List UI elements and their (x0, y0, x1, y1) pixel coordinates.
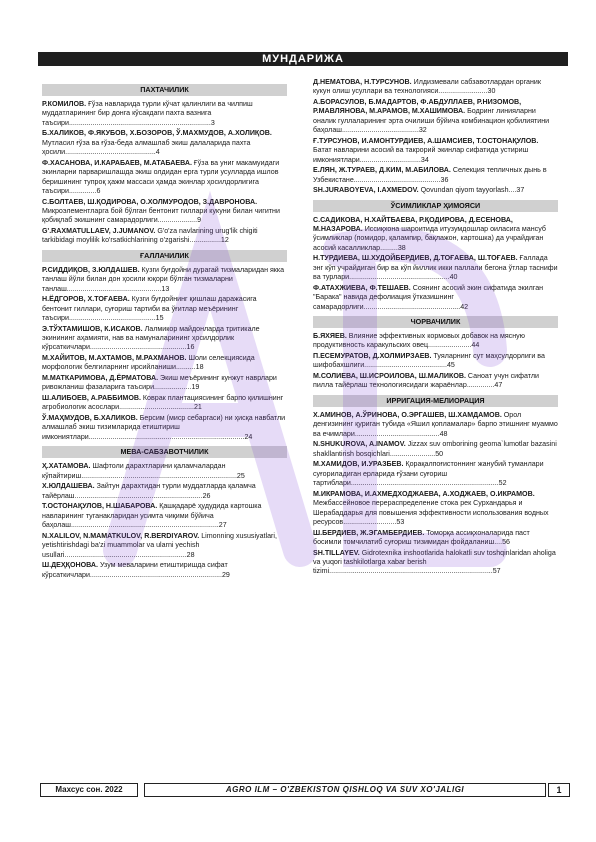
entry-title: G'o'za navlarining urug'lik chigiti tarkibidagi moylilik ko'rsatkichlarining o'zgarishi................12 (42, 227, 258, 245)
entry-title: Шафтоли дарахтларини қаламчалардан кўпайтириш...............................................................................25 (42, 462, 245, 480)
entry-title: Коврак плантациясининг барпо қилишнинг агробиологик асослари......................................21 (42, 394, 284, 412)
footer-page-number: 1 (548, 783, 570, 797)
toc-entry[interactable] (313, 98, 558, 136)
section-heading: ҒАЛЛАЧИЛИК (42, 250, 287, 262)
contents-title: МУНДАРИЖА (38, 52, 568, 66)
entry-title: Батат навларини асосий ва такрорий экинлар сифатида устириш имкониятлари...............................34 (313, 146, 529, 164)
toc-entry[interactable] (313, 440, 558, 459)
entry-title: Туяларнинг сут маҳсулдорлиги ва шифобахшлиги..........................................45 (313, 352, 545, 370)
entry-authors: Н.ТУРДИЕВА, Ш.ХУДОЙБЕРДИЕВ, Д.ТОҒАЕВА, Ш.ТОҒАЕВ. (313, 254, 518, 263)
toc-entry[interactable] (313, 332, 558, 351)
entry-authors: N.XALILOV, N.MAMATKULOV, R.BERDIYAROV. (42, 531, 200, 540)
entry-title: Иссиқхона шароитида итузумдошлар оиласига мансуб ўсимликлар (помидор, қалампир, бақлажон, картошка) да учрайдиган асосий касалликлар.........38 (313, 225, 546, 252)
toc-entry[interactable] (42, 325, 287, 353)
footer-issue: Махсус сон. 2022 (40, 783, 138, 797)
entry-authors: Ҳ.ХАТАМОВА. (42, 462, 91, 471)
toc-entry[interactable] (313, 186, 558, 195)
toc-entry[interactable] (42, 462, 287, 481)
entry-title: Зайтун дарахтидан турли муддатларда қаламча тайёрлаш.................................................................26 (42, 482, 256, 500)
entry-authors: Э.ТЎХТАМИШОВ, К.ИСАКОВ. (42, 324, 143, 333)
toc-entry[interactable] (42, 159, 287, 197)
toc-entry[interactable] (313, 460, 558, 488)
entry-title: Jizzax suv omborining geoma`lumotlar bazasini shakllantirish bosqichlari.......................50 (313, 440, 557, 458)
entry-authors: G'.RAXMATULLAEV, J.JUMANOV. (42, 227, 156, 236)
toc-entry[interactable] (42, 354, 287, 373)
entry-authors: М.ХАМИДОВ, И.УРАЗБЕВ. (313, 460, 404, 469)
entry-title: Бодринг линияларни оналик гуллаларининг эрта очилиши бўйича комбинацион қобилиятини баҳолаш.......................................32 (313, 107, 550, 135)
toc-entry[interactable] (313, 411, 558, 439)
entry-authors: Ф.АТАХЖИЕВА, Ф.ТЕШАЕВ. (313, 283, 411, 292)
entry-title: Мутласил ғўза ва ғўза-беда алмашлаб экиш далаларида пахта ҳосили..............................................4 (42, 138, 251, 157)
entry-title: Влияние эффективных кормовых добавок на мясную продуктивность каракульских овец......................44 (313, 332, 526, 350)
entry-title: Илдизмевали сабзавотлардан органик кукун олиш усуллари ва технологияси.........................30 (313, 78, 541, 96)
entry-title: Қашқадарё ҳудудида картошка навларининг туганакларидан усимта чиқими бўйича баҳолаш...........................................................................27 (42, 502, 262, 530)
entry-authors: Д.НЕМАТОВА, Н.ТУРСУНОВ. (313, 78, 412, 86)
entry-authors: М.ИКРАМОВА, И.АХМЕДХОДЖАЕВА, А.ХОДЖАЕВ, О.ИКРАМОВ. (313, 489, 535, 498)
entry-authors: SH.JURABOYEVA, I.AXMEDOV. (313, 186, 419, 195)
right-column (313, 78, 558, 578)
toc-entry[interactable] (42, 266, 287, 294)
section-heading: ИРРИГАЦИЯ-МЕЛИОРАЦИЯ (313, 395, 558, 407)
toc-entry[interactable] (313, 166, 558, 185)
toc-entry[interactable] (42, 394, 287, 413)
entry-authors: А.БОРАСУЛОВ, Б.МАДАРТОВ, Ф.АБДУЛЛАЕВ, Р.НИЗОМОВ, Р.МАВЛЯНОВА, М.АРАМОВ, М.ХАШИМОВА. (313, 98, 522, 116)
entry-authors: С.БОЛТАЕВ, Ш.ҚОДИРОВА, О.ХОЛМУРОДОВ, З.ДАВРОНОВА. (42, 197, 258, 206)
entry-title: Лалмикор майдонларда тритикале экинининг аҳамияти, нав ва намуналарининг ҳосилдорлик кўрсаткичлари.................................................16 (42, 324, 260, 352)
page (28, 38, 568, 824)
toc-entry[interactable] (42, 374, 287, 393)
toc-entry[interactable] (42, 129, 287, 157)
toc-entry[interactable] (313, 529, 558, 548)
left-column (42, 80, 287, 581)
entry-authors: Ў.МАҲМУДОВ, Б.ХАЛИКОВ. (42, 414, 138, 423)
entry-authors: Б.ЯХЯЕВ. (313, 332, 347, 341)
toc-entry[interactable] (42, 100, 287, 128)
section-heading: МЕВА-САБЗАВОТЧИЛИК (42, 446, 287, 458)
toc-entry[interactable] (42, 532, 287, 560)
toc-entry[interactable] (42, 482, 287, 501)
toc-entry[interactable] (42, 414, 287, 442)
toc-entry[interactable] (42, 227, 287, 246)
toc-entry[interactable] (313, 254, 558, 282)
entry-title: Соянинг асосий экин сифатида экилган "Баракa" навида дефолиация ўтказишнинг самарадорлиги.................................................42 (313, 283, 544, 311)
entry-title: Санoат учун сифатли пилла тайёрлаш технологиясидаги жараёнлар..............47 (313, 372, 539, 390)
entry-title: Ғаллада энг кўп учрайдиган бир ва кўп йиллик икки паллали бегона ўтлар таснифи ва турлари...................................................40 (313, 254, 558, 282)
entry-authors: Ф.ХАСАНОВА, И.КАРАБАЕВ, М.АТАБАЕВА. (42, 158, 192, 167)
toc-entry[interactable] (313, 137, 558, 165)
entry-authors: П.ЕСЕМУРАТОВ, Д.ХОЛМИРЗАЕВ. (313, 352, 432, 361)
toc-entry[interactable] (42, 502, 287, 530)
toc-entry[interactable] (313, 490, 558, 528)
page-footer (40, 783, 568, 797)
entry-authors: Ғ.ТУРСУНОВ, И.АМОНТУРДИЕВ, А.ШАМСИЕВ, Т.ОСТОНАҚУЛОВ. (313, 136, 539, 145)
entry-title: Экиш меъёрининг кунжут наврлари ривожланиш фазаларига таъсири...................19 (42, 374, 277, 392)
toc-entry[interactable] (313, 372, 558, 391)
toc-entry[interactable] (313, 78, 558, 97)
entry-authors: Ш.АЛИБОЕВ, А.РАББИМОВ. (42, 394, 141, 403)
section-heading: ПАХТАЧИЛИК (42, 84, 287, 96)
entry-title: Кузги буғдойнинг қишлаш даражасига бентонит гиллари, суғориш тартиби ва ўғитлар меъёрининг таъсири............................................15 (42, 295, 257, 323)
entry-authors: М.МАТКАРИМОВА, Д.ЁРМАТОВА. (42, 374, 159, 383)
toc-entry[interactable] (313, 549, 558, 577)
toc-entry[interactable] (42, 198, 287, 226)
entry-title: Limonning xususiyatlari, yetishtirishdagi ba'zi muammolar va ularni yechish usullari..............................................................28 (42, 531, 277, 559)
entry-title: Gidrotexnika inshootlarida halokatli suv toshqinlaridan aholiga va yuqori tashkilotlarga xabar berish tizimi...................................................................................57 (313, 548, 556, 576)
entry-authors: Е.ЛЯН, Ж.ТУРАЕВ, Д.КИМ, М.АБИЛОВА. (313, 166, 451, 175)
entry-authors: Х.ЮЛДАШЕВА. (42, 482, 95, 491)
toc-entry[interactable] (42, 561, 287, 580)
entry-authors: Ш.БЕРДИЕВ, Ж.ЭГАМБЕРДИЕВ. (313, 528, 425, 537)
entry-authors: Т.ОСТОНАҚУЛОВ, Н.ШАБАРОВА. (42, 502, 158, 511)
entry-authors: SH.TILLAYEV. (313, 548, 360, 557)
entry-title: Ғўза навларида турли кўчат қалинлиги ва чилпиш муддатларининг бир донга кўсакдаги пахта вазнига таъсири........................................................................3 (42, 100, 253, 127)
footer-journal-name: AGRO ILM – O'ZBEKISTON QISHLOQ VA SUV XO'JALIGI (144, 783, 546, 797)
entry-title: Межбассейновое перераспределение стока рек Сурхандарья и Шерабаддарья для повышения эффективности использования водных ресурсов...........................53 (313, 499, 549, 526)
entry-authors: Н.ЁДГОРОВ, Х.ТОҒАЕВА. (42, 295, 130, 304)
entry-title: Берсим (миср себаргаси) ни ҳисқа навбатли алмашлаб экиш тизимларида етиштириш имкониятлари...............................................................................24 (42, 414, 286, 441)
entry-authors: Р.СИДДИҚОВ, З.ЮЛДАШЕВ. (42, 265, 140, 274)
toc-entry[interactable] (313, 284, 558, 312)
toc-entry[interactable] (42, 295, 287, 323)
toc-entry[interactable] (313, 216, 558, 254)
section-heading: ЧОРВАЧИЛИК (313, 316, 558, 328)
section-heading: ЎСИМЛИКЛАР ҲИМОЯСИ (313, 200, 558, 212)
entry-title: Микроэлементларга бой бўлган бентонит гиллари кукуни билан чигитни қобиқлаб экишнинг самарадорлиги....................9 (42, 207, 280, 225)
entry-authors: Р.КОМИЛОВ. (42, 100, 87, 108)
entry-authors: Ш.ДЕҲҚОНОВА. (42, 561, 98, 570)
entry-title: Томорқа ассиқхоналарида паст босимли томчилатиб суғориш тизимидан фойдаланиш....56 (313, 528, 530, 546)
entry-title: Орол денгизининг қуриган тубида «Яшил қопламалар» барпо этишнинг муаммо ва ечимлари...........................................48 (313, 410, 558, 438)
entry-authors: N.SHUKUROVA, A.INAMOV. (313, 440, 406, 449)
entry-title: Кузги буғдойни дурагай тизмаларидан якка танлаш йўли билан дон ҳосили юқори бўлган тизмаларни танлаш................................................13 (42, 265, 285, 293)
entry-title: Ғўза ва униг макамуидаги экинларни парваришлашда экиш олдидан ерга турли усулларда ишлов беришининг тупроқ ҳажм массаси ҳамда экинлар ҳосилдорлигига таъсири..............6 (42, 158, 280, 196)
entry-title: Қорақалпоғистоннинг жанубий туманлари суғориладиган ерларида ғўзани суғориш тартиблари...........................................................................52 (313, 460, 544, 488)
entry-title: Селекция тепличных дынь в Узбекистане............................................36 (313, 166, 547, 184)
entry-authors: М.СОЛИЕВА, Ш.ИСРОИЛОВА, Ш.МАЛИКОВ. (313, 372, 466, 381)
entry-authors: Б.ХАЛИКОВ, Ф.ЯКУБОВ, Х.БОЗОРОВ, Ў.МАХМУДОВ, А.ХОЛИҚОВ. (42, 129, 272, 138)
toc-entry[interactable] (313, 352, 558, 371)
entry-title: Шоли селекциясида морфологик белгиларнинг ирсийланиши..........18 (42, 354, 255, 372)
entry-authors: М.ХАЙИТОВ, М.АХТАМОВ, М.РАХМАНОВ. (42, 354, 187, 363)
entry-authors: Х.АМИНОВ, А.ЎРИНОВА, О.ЭРГАШЕВ, Ш.ХАМДАМОВ. (313, 410, 502, 419)
entry-title: Qovundan qiyom tayyorlash....37 (418, 186, 525, 195)
entry-authors: С.САДИКОВА, Н.ХАЙТБАЕВА, Р.ҚОДИРОВА, Д.ЕСЕНОВА, М.НАЗАРОВА. (313, 215, 513, 234)
entry-title: Узум меваларини етиштиришда сифат кўрсаткичлари...................................................................29 (42, 561, 230, 579)
